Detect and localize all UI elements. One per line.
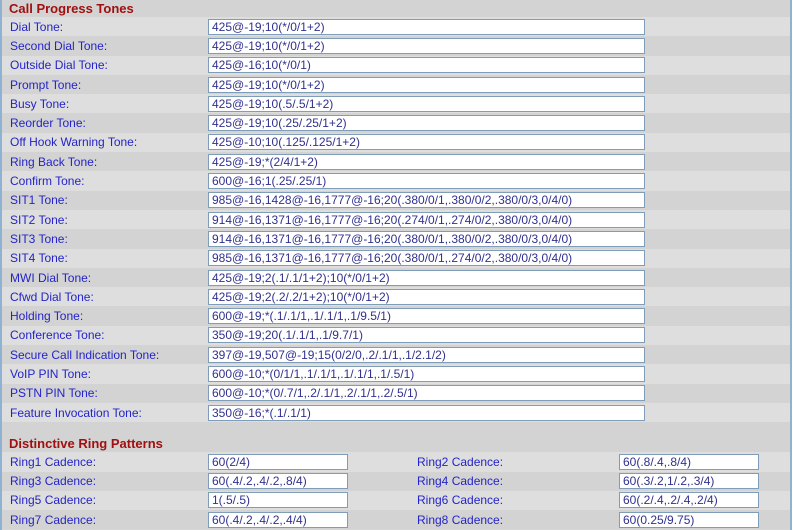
field-label: Ring5 Cadence: — [10, 493, 97, 508]
field-label: Busy Tone: — [10, 96, 70, 111]
conference-tone-input[interactable] — [208, 327, 645, 343]
row-ring3-ring4-cadence — [2, 472, 790, 491]
row-conference-tone — [2, 326, 790, 345]
field-label: SIT3 Tone: — [10, 231, 68, 246]
dial-tone-input[interactable] — [208, 19, 645, 35]
field-label: PSTN PIN Tone: — [10, 386, 98, 401]
section-distinctive-ring-patterns — [2, 435, 790, 529]
field-label: Ring8 Cadence: — [417, 512, 504, 527]
field-label: Ring6 Cadence: — [417, 493, 504, 508]
field-label: Reorder Tone: — [10, 116, 86, 131]
voip-pin-tone-input[interactable] — [208, 366, 645, 382]
row-outside-dial-tone — [2, 56, 790, 75]
row-feature-invocation-tone — [2, 403, 790, 422]
ring6-cadence-input[interactable] — [619, 492, 759, 508]
field-label: Cfwd Dial Tone: — [10, 289, 94, 304]
field-label: Second Dial Tone: — [10, 38, 108, 53]
section-title-distinctive-ring-patterns: Distinctive Ring Patterns — [2, 435, 790, 452]
row-dial-tone — [2, 17, 790, 36]
prompt-tone-input[interactable] — [208, 77, 645, 93]
ring2-cadence-input[interactable] — [619, 454, 759, 470]
confirm-tone-input[interactable] — [208, 173, 645, 189]
row-pstn-pin-tone — [2, 384, 790, 403]
field-label: Confirm Tone: — [10, 174, 85, 189]
row-sit3-tone — [2, 229, 790, 248]
cfwd-dial-tone-input[interactable] — [208, 289, 645, 305]
field-label: SIT4 Tone: — [10, 251, 68, 266]
sit4-tone-input[interactable] — [208, 250, 645, 266]
feature-invocation-tone-input[interactable] — [208, 405, 645, 421]
ring3-cadence-input[interactable] — [208, 473, 348, 489]
row-off-hook-warning-tone — [2, 133, 790, 152]
ring1-cadence-input[interactable] — [208, 454, 348, 470]
row-holding-tone — [2, 306, 790, 325]
field-label: Dial Tone: — [10, 19, 64, 34]
row-sit2-tone — [2, 210, 790, 229]
row-reorder-tone — [2, 113, 790, 132]
field-label: Ring3 Cadence: — [10, 474, 97, 489]
field-label: Ring7 Cadence: — [10, 512, 97, 527]
row-sit4-tone — [2, 249, 790, 268]
off-hook-warning-tone-input[interactable] — [208, 134, 645, 150]
busy-tone-input[interactable] — [208, 96, 645, 112]
row-busy-tone — [2, 94, 790, 113]
sit1-tone-input[interactable] — [208, 192, 645, 208]
field-label: Ring2 Cadence: — [417, 454, 504, 469]
row-confirm-tone — [2, 171, 790, 190]
row-ring5-ring6-cadence — [2, 491, 790, 510]
ring4-cadence-input[interactable] — [619, 473, 759, 489]
ring8-cadence-input[interactable] — [619, 512, 759, 528]
field-label: SIT1 Tone: — [10, 193, 68, 208]
ring-back-tone-input[interactable] — [208, 154, 645, 170]
section-call-progress-tones — [2, 0, 790, 422]
ring7-cadence-input[interactable] — [208, 512, 348, 528]
section-gap — [2, 422, 790, 435]
field-label: Off Hook Warning Tone: — [10, 135, 138, 150]
row-ring7-ring8-cadence — [2, 510, 790, 529]
row-voip-pin-tone — [2, 364, 790, 383]
section-title-call-progress-tones: Call Progress Tones — [2, 0, 790, 17]
field-label: Holding Tone: — [10, 309, 84, 324]
holding-tone-input[interactable] — [208, 308, 645, 324]
field-label: Feature Invocation Tone: — [10, 405, 142, 420]
field-label: Secure Call Indication Tone: — [10, 347, 160, 362]
row-prompt-tone — [2, 75, 790, 94]
field-label: VoIP PIN Tone: — [10, 366, 91, 381]
mwi-dial-tone-input[interactable] — [208, 270, 645, 286]
row-ring-back-tone — [2, 152, 790, 171]
field-label: Prompt Tone: — [10, 77, 82, 92]
field-label: Conference Tone: — [10, 328, 105, 343]
field-label: MWI Dial Tone: — [10, 270, 92, 285]
field-label: Ring4 Cadence: — [417, 474, 504, 489]
reorder-tone-input[interactable] — [208, 115, 645, 131]
row-second-dial-tone — [2, 36, 790, 55]
row-ring1-ring2-cadence — [2, 452, 790, 471]
row-cfwd-dial-tone — [2, 287, 790, 306]
second-dial-tone-input[interactable] — [208, 38, 645, 54]
row-secure-call-indication-tone — [2, 345, 790, 364]
field-label: Ring Back Tone: — [10, 154, 98, 169]
sit3-tone-input[interactable] — [208, 231, 645, 247]
outside-dial-tone-input[interactable] — [208, 57, 645, 73]
field-label: SIT2 Tone: — [10, 212, 68, 227]
field-label: Ring1 Cadence: — [10, 454, 97, 469]
row-sit1-tone — [2, 191, 790, 210]
sit2-tone-input[interactable] — [208, 212, 645, 228]
row-mwi-dial-tone — [2, 268, 790, 287]
secure-call-indication-tone-input[interactable] — [208, 347, 645, 363]
field-label: Outside Dial Tone: — [10, 58, 108, 73]
pstn-pin-tone-input[interactable] — [208, 385, 645, 401]
ring5-cadence-input[interactable] — [208, 492, 348, 508]
